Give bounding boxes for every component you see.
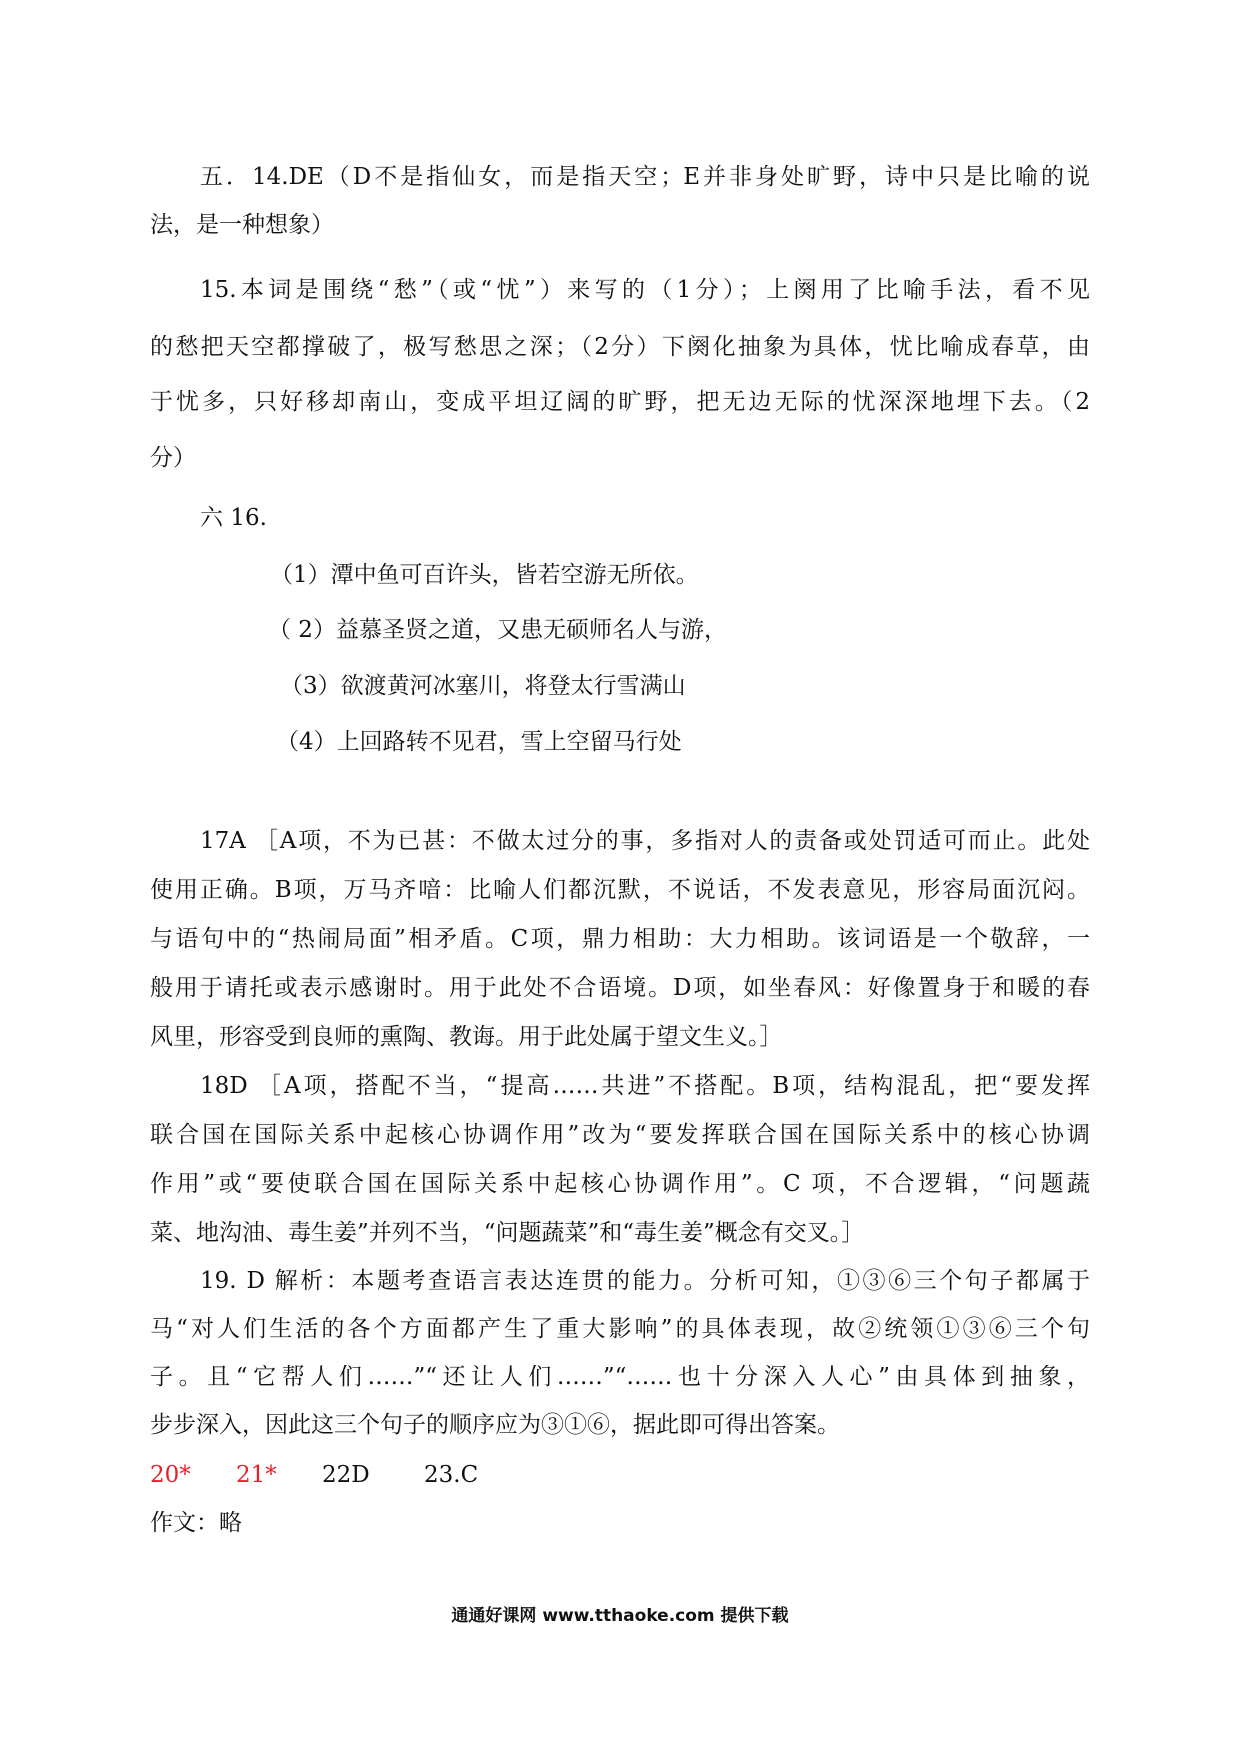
q17-line-5: 风里，形容受到良师的熏陶、教诲。用于此处属于望文生义。］ [150,1024,783,1050]
q18-line-4: 菜、地沟油、毒生姜”并列不当，“问题蔬菜”和“毒生姜”概念有交叉。］ [150,1220,865,1246]
essay-note: 作文：略 [150,1510,242,1536]
q16-item-2: （ 2）益慕圣贤之道，又患无硕师名人与游， [268,617,727,643]
q18-line-1: 18D ［A项，搭配不当，“提高……共进”不搭配。B项，结构混乱，把“要发挥 [200,1073,1090,1099]
q16-heading: 六 16. [200,505,267,531]
answer-23: 23.C [424,1462,479,1488]
q17-line-3: 与语句中的“热闹局面”相矛盾。C项，鼎力相助：大力相助。该词语是一个敬辞，一 [150,926,1090,952]
q17-line-1: 17A ［A项，不为已甚：不做太过分的事，多指对人的责备或处罚适可而止。此处 [200,828,1090,854]
q14-line-1: 五．14.DE（D不是指仙女，而是指天空；E并非身处旷野，诗中只是比喻的说 [200,164,1090,190]
answer-22: 22D [322,1462,370,1488]
answer-21: 21* [236,1462,277,1488]
answer-20: 20* [150,1462,191,1488]
q19-line-3: 子。且“它帮人们……”“还让人们……”“……也十分深入人心”由具体到抽象， [150,1364,1090,1390]
q19-line-4: 步步深入，因此这三个句子的顺序应为③①⑥，据此即可得出答案。 [150,1412,840,1438]
q15-line-2: 的愁把天空都撑破了，极写愁思之深；（2分）下阕化抽象为具体，忧比喻成春草，由 [150,334,1090,360]
q16-item-3: （3）欲渡黄河冰塞川，将登太行雪满山 [280,673,686,699]
q15-line-1: 15.本词是围绕“愁”（或“忧”）来写的（1分）；上阕用了比喻手法，看不见 [200,277,1090,303]
q19-line-2: 马“对人们生活的各个方面都产生了重大影响”的具体表现，故②统领①③⑥三个句 [150,1316,1090,1342]
q16-item-1: （1）潭中鱼可百许头，皆若空游无所依。 [270,562,699,588]
q18-line-2: 联合国在国际关系中起核心协调作用”改为“要发挥联合国在国际关系中的核心协调 [150,1122,1090,1148]
q14-line-2: 法，是一种想象） [150,212,334,238]
q18-line-3: 作用”或“要使联合国在国际关系中起核心协调作用”。C 项，不合逻辑，“问题蔬 [150,1171,1090,1197]
q17-line-4: 般用于请托或表示感谢时。用于此处不合语境。D项，如坐春风：好像置身于和暖的春 [150,975,1090,1001]
q17-line-2: 使用正确。B项，万马齐喑：比喻人们都沉默，不说话，不发表意见，形容局面沉闷。 [150,877,1090,903]
q15-line-4: 分） [150,445,196,471]
q19-line-1: 19. D 解析：本题考查语言表达连贯的能力。分析可知，①③⑥三个句子都属于 [200,1268,1090,1294]
footer-source: 通通好课网 www.tthaoke.com 提供下载 [451,1606,789,1626]
q15-line-3: 于忧多，只好移却南山，变成平坦辽阔的旷野，把无边无际的忧深深地埋下去。（2 [150,389,1090,415]
q16-item-4: （4）上回路转不见君，雪上空留马行处 [276,729,682,755]
